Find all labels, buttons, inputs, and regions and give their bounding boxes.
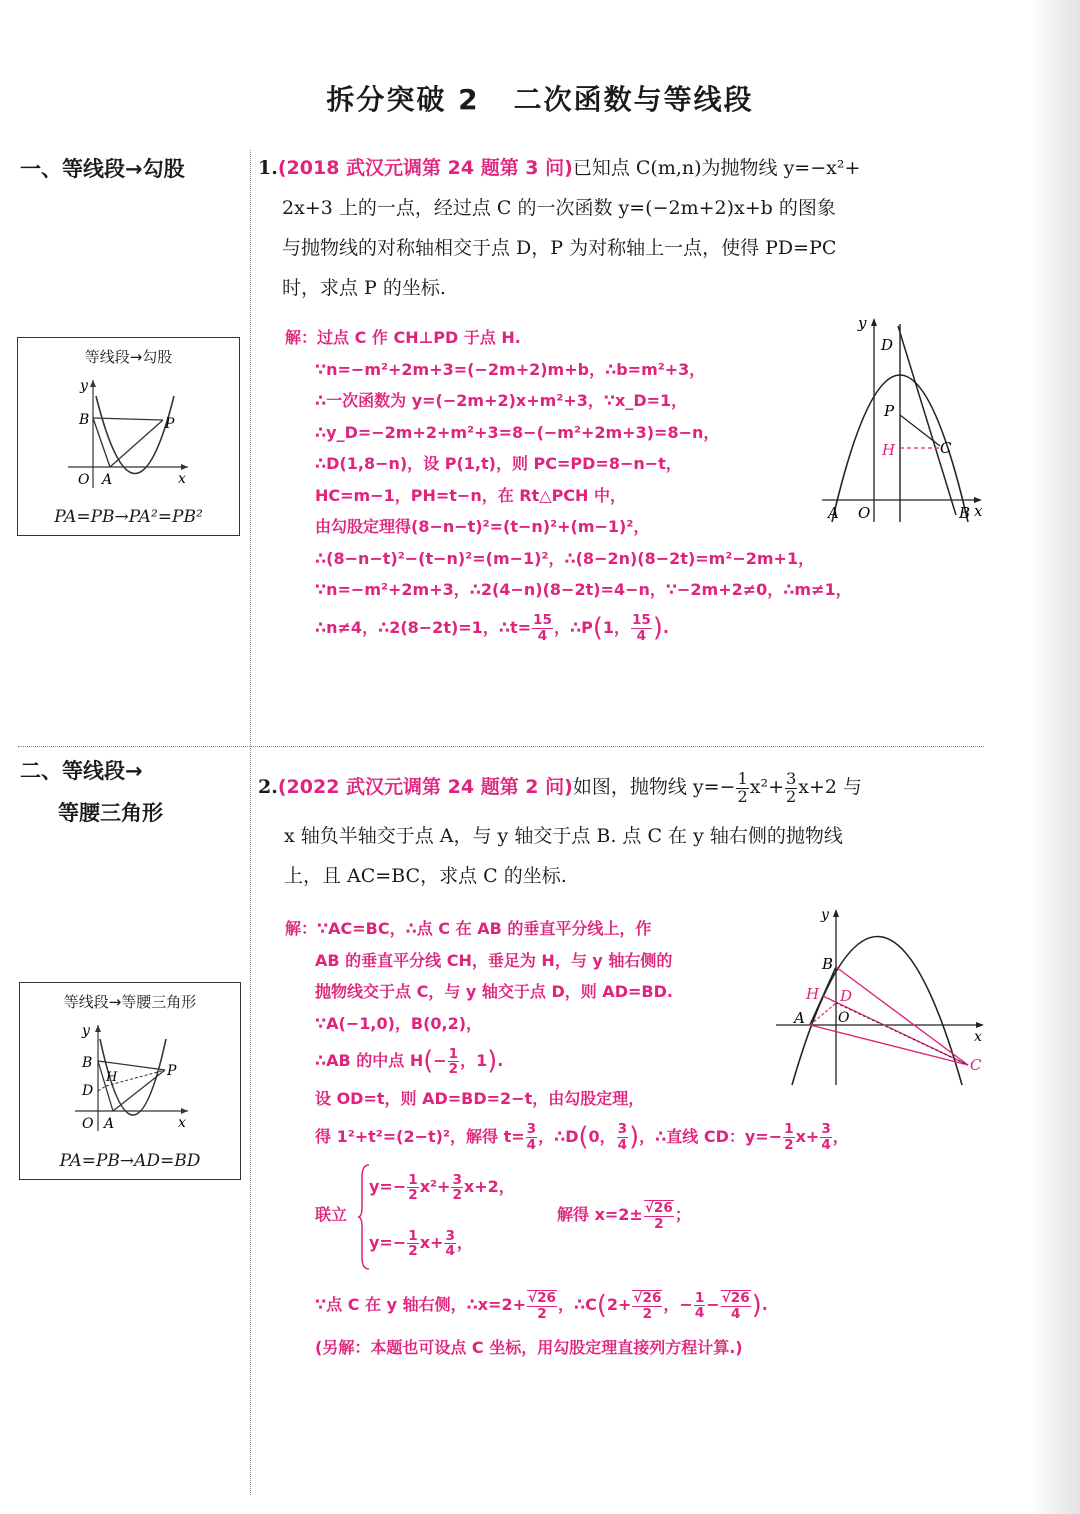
- g1-label-h: H: [882, 441, 896, 459]
- mini-label-a: A: [104, 1116, 115, 1132]
- system-label: 联立: [315, 1205, 348, 1224]
- mini-label-d: D: [82, 1083, 94, 1099]
- problem-2-text: x²+: [749, 776, 784, 798]
- fraction: [783, 1122, 794, 1152]
- g1-label-y: y: [858, 314, 867, 332]
- sol2-t-end: ，: [832, 1126, 849, 1146]
- sol2-mid-after: ，1: [460, 1051, 488, 1070]
- section2-label-line2: 等腰三角形: [58, 801, 163, 825]
- solution-2-od-line: 设 OD=t，则 AD=BD=2−t，由勾股定理，: [315, 1089, 645, 1109]
- solution-2-graph: [772, 903, 988, 1088]
- eq2-b: x+: [419, 1233, 444, 1252]
- frac-num: 15: [533, 612, 552, 629]
- frac-den: 2: [408, 1243, 418, 1259]
- section2-mini-figure: [19, 982, 241, 1180]
- frac-num: √26: [528, 1290, 556, 1307]
- frac-num: 1: [408, 1171, 418, 1188]
- title-part2: 二次函数与等线段: [513, 83, 754, 116]
- fraction: [526, 1122, 537, 1152]
- problem-1-line: 已知点 C(m,n)为抛物线 y=−x²+: [572, 157, 861, 179]
- sol1-last-mid: ，∴P: [553, 617, 593, 637]
- g2-label-h: H: [806, 985, 820, 1003]
- fraction: [407, 1173, 418, 1203]
- final-prefix: ∵点 C 在 y 轴右侧，∴x=2+: [315, 1295, 526, 1314]
- g2-label-x: x: [974, 1029, 982, 1045]
- fraction: [632, 1290, 662, 1321]
- solution-1: [285, 322, 852, 644]
- fraction: [631, 613, 652, 643]
- problem-1-line: 时，求点 P 的坐标.: [282, 277, 446, 299]
- system-result: [557, 1191, 691, 1239]
- solution-1-line: HC=m−1，PH=t−n，在 Rt△PCH 中，: [315, 485, 626, 505]
- solution-2-line: 抛物线交于点 C，与 y 轴交于点 D，则 AD=BD.: [315, 982, 673, 1001]
- g1-label-x: x: [974, 502, 983, 520]
- mini-label-a: A: [102, 472, 113, 488]
- frac-num: 1: [737, 768, 748, 788]
- fraction: [694, 1291, 705, 1321]
- section2-label-line1: 二、等线段→: [20, 759, 143, 783]
- frac-den: 4: [445, 1243, 455, 1259]
- g1-label-p: P: [884, 402, 895, 420]
- frac-den: 2: [786, 786, 797, 806]
- section2-label: [20, 750, 163, 834]
- fraction: [721, 1290, 751, 1321]
- frac-num: √26: [633, 1290, 662, 1307]
- fraction: [736, 768, 748, 806]
- mini-figure-formula: PA=PB→AD=BD: [59, 1151, 201, 1171]
- fraction: [820, 1122, 831, 1152]
- mini-figure-graph: [18, 338, 239, 535]
- frac-den: 2: [784, 1136, 794, 1153]
- problem-1-number: 1.: [258, 157, 278, 179]
- final-end: .: [761, 1295, 768, 1314]
- problem-2-text: x+2 与: [798, 776, 863, 798]
- solution-1-line: ∴(8−n−t)²−(t−n)²=(m−1)²，∴(8−2n)(8−2t)=m²−2m+1，: [315, 548, 815, 568]
- problem-2-text: 如图，抛物线 y=−: [572, 776, 736, 798]
- problem-2: [258, 762, 983, 896]
- solution-2-note: (另解：本题也可设点 C 坐标，用勾股定理直接列方程计算.): [315, 1337, 743, 1357]
- g2-label-a: A: [794, 1009, 805, 1027]
- mini-figure-title: 等线段→等腰三角形: [63, 993, 197, 1011]
- eq2-c: ，: [456, 1233, 473, 1252]
- frac-num: √26: [721, 1290, 750, 1307]
- eq2-a: y=−: [369, 1233, 407, 1252]
- frac-den: 4: [526, 1136, 537, 1153]
- eq1-a: y=−: [369, 1177, 407, 1196]
- mini-label-x: x: [178, 1115, 186, 1131]
- frac-num: 1: [694, 1289, 705, 1306]
- mini-label-p: P: [167, 1063, 177, 1079]
- sol2-t-prefix: 得 1²+t²=(2−t)²，解得 t=: [315, 1126, 525, 1146]
- sol2-t-mid2: ，∴直线 CD：y=−: [639, 1126, 783, 1146]
- sol2-t-mid3: x+: [795, 1126, 820, 1146]
- mini-figure-formula: PA=PB→PA²=PB²: [54, 507, 203, 527]
- frac-num: 3: [617, 1121, 628, 1138]
- solution-2-line: ∵A(−1,0)，B(0,2)，: [315, 1013, 483, 1033]
- section1-mini-figure: [17, 337, 240, 536]
- frac-den: 2: [448, 1061, 459, 1077]
- solution-2: [285, 913, 849, 1363]
- fraction: [407, 1229, 418, 1259]
- solution-1-last-line: ∴n≠4，∴2(8−2t)=1，∴t= $\frac{15}{4}$ ，∴P(1， $\frac{15}{4}$ ).: [315, 612, 669, 644]
- frac-num: √26: [644, 1200, 673, 1217]
- mini-label-p: P: [165, 416, 175, 432]
- frac-den: 4: [636, 627, 647, 644]
- mini-label-h: H: [106, 1070, 118, 1085]
- frac-den: 4: [537, 627, 548, 644]
- g1-label-a: A: [828, 504, 839, 522]
- frac-den: 2: [452, 1187, 462, 1203]
- solution-2-system: [285, 1163, 849, 1273]
- frac-num: 1: [448, 1045, 459, 1062]
- frac-den: 4: [730, 1305, 741, 1322]
- final-c2: ，−: [663, 1295, 693, 1314]
- section1-label: 一、等线段→勾股: [20, 157, 185, 181]
- sol2-mid-prefix: ∴AB 的中点 H: [315, 1051, 424, 1070]
- final-c3: −: [706, 1295, 720, 1314]
- solution-2-t-line: 得 1²+t²=(2−t)²，解得 t= $\frac{3}{4}$ ，∴D(0， $\frac{3}{4}$ )，∴直线 CD：y=− $\frac{1}{2}$ x+ $\frac{3}{4}$ ，: [315, 1121, 849, 1153]
- mini-label-o: O: [78, 472, 90, 488]
- mini-label-o: O: [82, 1116, 94, 1132]
- solution-1-line: 解：过点 C 作 CH⊥PD 于点 H.: [285, 328, 521, 347]
- title-part1: 拆分突破 2: [326, 83, 480, 116]
- system-eq1: [369, 1163, 515, 1211]
- fraction: [451, 1173, 462, 1203]
- problem-2-number: 2.: [258, 776, 278, 798]
- frac-den: 4: [821, 1136, 831, 1153]
- g1-label-c: C: [940, 439, 952, 457]
- solution-2-line: 解：∵AC=BC，∴点 C 在 AB 的垂直平分线上，作: [285, 919, 652, 938]
- frac-num: 3: [445, 1227, 455, 1244]
- sol2-mid-end: .: [497, 1051, 504, 1070]
- result-a: 解得 x=2±: [557, 1205, 643, 1224]
- mini-figure-graph: [20, 983, 240, 1179]
- fraction: [444, 1229, 455, 1259]
- solution-1-line: ∵n=−m²+2m+3=(−2m+2)m+b，∴b=m²+3，: [315, 359, 706, 379]
- final-c1: 2+: [606, 1295, 632, 1314]
- page-title: [0, 78, 1080, 118]
- fraction: [448, 1047, 459, 1077]
- frac-num: 1: [784, 1121, 794, 1138]
- solution-1-line: ∴y_D=−2m+2+m²+3=8−(−m²+2m+3)=8−n，: [315, 422, 720, 442]
- fraction: [617, 1122, 628, 1152]
- mini-label-x: x: [178, 471, 186, 487]
- frac-num: 1: [408, 1227, 418, 1244]
- sol1-last-px: 1，: [602, 617, 630, 637]
- problem-2-line: x 轴负半轴交于点 A，与 y 轴交于点 B. 点 C 在 y 轴右侧的抛物线: [284, 825, 843, 847]
- mini-label-b: B: [79, 412, 90, 428]
- frac-den: 2: [537, 1305, 547, 1322]
- frac-den: 2: [642, 1305, 653, 1322]
- frac-den: 2: [408, 1187, 418, 1203]
- solution-1-line: ∵n=−m²+2m+3，∴2(4−n)(8−2t)=4−n，∵−2m+2≠0，∴m≠1，: [315, 580, 852, 599]
- fraction: [785, 768, 797, 806]
- solution-1-graph: [818, 310, 988, 525]
- problem-1: [258, 148, 983, 308]
- problem-1-line: 2x+3 上的一点，经过点 C 的一次函数 y=(−2m+2)x+b 的图象: [282, 197, 836, 219]
- g1-label-d: D: [881, 336, 894, 354]
- g1-label-b: B: [959, 504, 971, 522]
- solution-1-line: ∴D(1,8−n)，设 P(1,t)，则 PC=PD=8−n−t，: [315, 454, 682, 473]
- solution-2-final-line: ∵点 C 在 y 轴右侧，∴x=2+ $\frac{√26}{2}$ ，∴C(2+ $\frac{√26}{2}$ ，− $\frac{1}{4}$ − $\frac{√26}{4}$ ).: [315, 1289, 768, 1322]
- sol2-t-dx: 0，: [588, 1126, 616, 1146]
- g2-label-d: D: [840, 987, 853, 1005]
- page-edge-shadow: [1032, 0, 1080, 1514]
- sol1-last-end: .: [662, 617, 669, 637]
- sol2-t-mid: ，∴D: [538, 1126, 579, 1146]
- problem-1-source: (2018 武汉元调第 24 题第 3 问): [277, 157, 573, 179]
- g2-label-o: O: [838, 1010, 850, 1026]
- fraction: [527, 1290, 557, 1321]
- mini-label-b: B: [82, 1055, 93, 1071]
- solution-1-line: 由勾股定理得(8−n−t)²=(t−n)²+(m−1)²，: [315, 517, 650, 536]
- frac-num: 3: [786, 768, 797, 788]
- g2-label-c: C: [970, 1056, 982, 1074]
- solution-2-midpoint-line: ∴AB 的中点 H(− $\frac{1}{2}$ ，1).: [315, 1045, 504, 1077]
- frac-num: 3: [821, 1121, 831, 1138]
- fraction: [644, 1200, 674, 1231]
- problem-1-line: 与抛物线的对称轴相交于点 D，P 为对称轴上一点，使得 PD=PC: [282, 237, 837, 259]
- sol1-last-prefix: ∴n≠4，∴2(8−2t)=1，∴t=: [315, 617, 532, 637]
- problem-2-line: 上，且 AC=BC，求点 C 的坐标.: [284, 865, 567, 887]
- solution-1-line: ∴一次函数为 y=(−2m+2)x+m²+3，∵x_D=1，: [315, 391, 688, 410]
- frac-den: 2: [737, 786, 748, 806]
- section-divider: [18, 746, 984, 747]
- frac-den: 4: [694, 1305, 705, 1321]
- frac-num: 3: [452, 1171, 462, 1188]
- frac-num: 15: [631, 612, 651, 629]
- frac-num: 3: [526, 1121, 537, 1138]
- mini-figure-title: 等线段→勾股: [84, 348, 173, 366]
- eq1-c: x+2，: [463, 1177, 515, 1196]
- system-eq2: [369, 1219, 473, 1267]
- eq1-b: x²+: [419, 1177, 451, 1196]
- result-b: ；: [674, 1205, 691, 1224]
- frac-den: 4: [617, 1136, 628, 1153]
- mini-label-y: y: [82, 1023, 90, 1039]
- problem-2-source: (2022 武汉元调第 24 题第 2 问): [277, 776, 573, 798]
- g1-label-o: O: [858, 504, 871, 522]
- solution-2-line: AB 的垂直平分线 CH，垂足为 H，与 y 轴右侧的: [315, 950, 673, 970]
- fraction: [532, 613, 553, 643]
- g2-label-y: y: [821, 907, 829, 923]
- column-divider: [250, 150, 251, 1495]
- g2-label-b: B: [822, 955, 834, 973]
- frac-den: 2: [654, 1215, 664, 1232]
- final-mid: ，∴C: [557, 1295, 597, 1314]
- mini-label-y: y: [80, 378, 88, 394]
